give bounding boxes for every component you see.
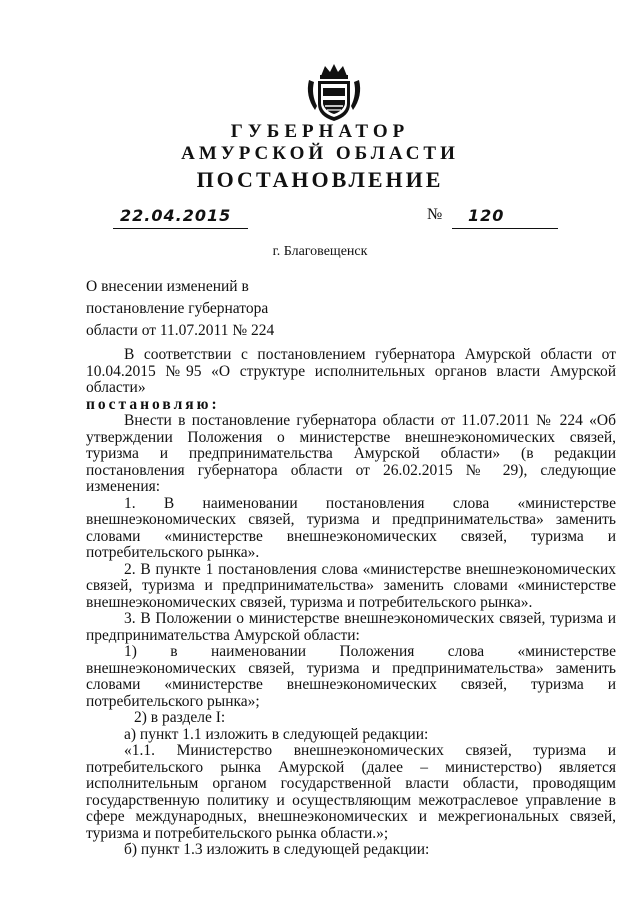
subject xyxy=(86,276,274,342)
intro-paragraph: Внести в постановление губернатора области от 11.07.2011 № 224 «Об утверждении Положения о министерстве внешнеэкономических связей, туризма и предпринимательства Амурской области» (в редакции постановления губернатора области от 26.02.2015 № 29), следующие изменения: xyxy=(86,412,616,495)
item-3-1: 1) в наименовании Положения слова «министерстве внешнеэкономических связей, туризма и предпринимательства» заменить словами «министерстве внешнеэкономических связей, туризма и потребительского рынка»; xyxy=(86,643,616,710)
title-governor: ГУБЕРНАТОР xyxy=(230,121,410,142)
item-1: 1. В наименовании постановления слова «министерстве внешнеэкономических связей, туризма и предпринимательства» заменить словами «министерстве внешнеэкономических связей, туризма и потребительского рынка». xyxy=(86,494,616,561)
item-3-2-a-text: «1.1. Министерство внешнеэкономических связей, туризма и потребительского рынка Амурской (далее – министерство) является исполнительным органом государственной власти области, проводящим государственную политику и осуществляющим межотраслевое управление в сфере международных, внешнеэкономических и межрегиональных связей, туризма и потребительского рынка области.»; xyxy=(86,742,616,842)
document-date: 22.04.2015 xyxy=(120,206,232,225)
item-2: 2. В пункте 1 постановления слова «министерстве внешнеэкономических связей, туризма и предпринимательства» заменить словами «министерстве внешнеэкономических связей, туризма и потребительского рынка». xyxy=(86,560,616,611)
item-3-2-a: а) пункт 1.1 изложить в следующей редакции: xyxy=(124,725,429,743)
coat-of-arms-icon xyxy=(305,62,363,124)
subject-line: области от 11.07.2011 № 224 xyxy=(86,322,275,339)
document-number: 120 xyxy=(468,206,505,225)
doc-type: ПОСТАНОВЛЕНИЕ xyxy=(196,167,444,192)
subject-line: О внесении изменений в xyxy=(86,278,249,295)
item-3-2: 2) в разделе I: xyxy=(134,709,226,726)
item-3-2-b: б) пункт 1.3 изложить в следующей редакции: xyxy=(124,841,430,858)
title-region: АМУРСКОЙ ОБЛАСТИ xyxy=(181,143,459,164)
decree-word: постановляю: xyxy=(86,395,220,413)
item-3: 3. В Положении о министерстве внешнеэкономических связей, туризма и предпринимательства Амурской области: xyxy=(86,610,616,644)
document-body xyxy=(86,347,616,859)
number-label: № xyxy=(427,206,443,223)
preamble: В соответствии с постановлением губернатора Амурской области от 10.04.2015 №95 «О структуре исполнительных органов власти Амурской области» xyxy=(86,346,616,396)
subject-line: постановление губернатора xyxy=(86,300,269,317)
city: г. Благовещенск xyxy=(272,244,368,259)
